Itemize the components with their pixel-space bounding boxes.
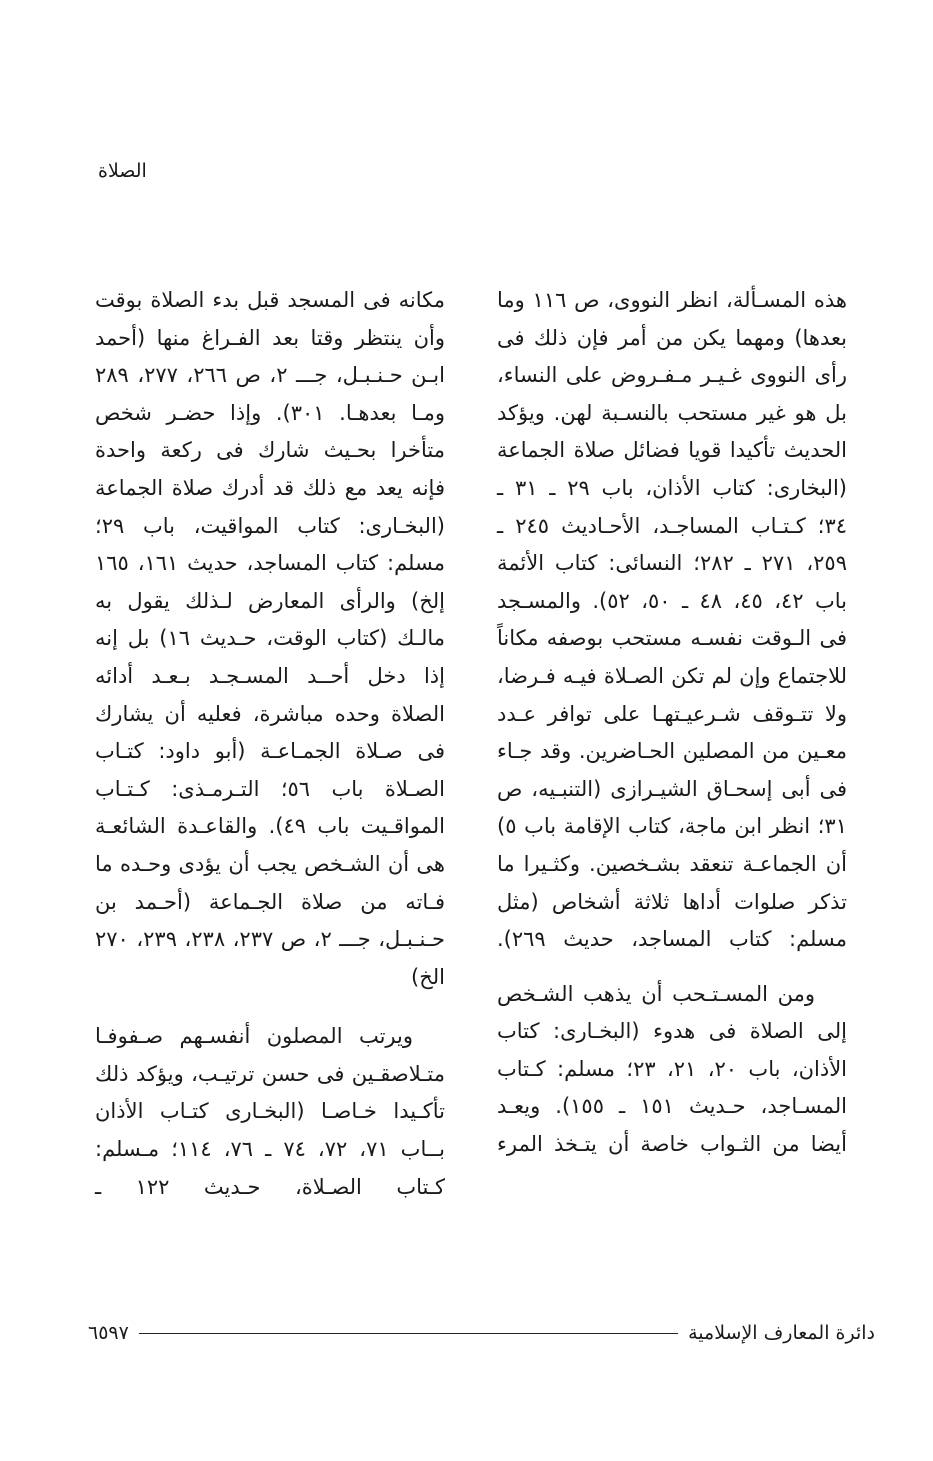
text-line: شـرعيـتهـا على توافر عـدد معـين من bbox=[497, 701, 848, 764]
text-line: وما بعدها) ومهما يكن من أمر فإن ذلك bbox=[497, 288, 847, 350]
text-line: واحدة فإنه يعد مع ذلك قد أدرك صلاة bbox=[95, 438, 445, 500]
text-line: المواقـيت باب ٤٩). والقاعـدة الشائعـة bbox=[95, 814, 445, 839]
text-line: ابـن حـنـبـل، جـــ ٢، ص ٢٦٦، ٢٧٧، bbox=[137, 363, 445, 388]
text-line: النسائى: كتاب الأئمة باب ٤٢، ٤٥، ٤٨ ـ bbox=[497, 551, 848, 613]
text-line: مـسلم: كـتاب الصـلاة، حـديث ١٢٢ ـ bbox=[95, 1137, 445, 1199]
text-line: الجماعـة تنعقد بشـخصين. وكثـيرا ما bbox=[497, 851, 817, 876]
page-number: ٦٥٩٧ bbox=[88, 1322, 129, 1344]
left-column-paragraph-1 bbox=[95, 282, 445, 996]
right-column bbox=[497, 282, 847, 1164]
text-line: مستحب بوصفه مكاناً للاجتماع وإن لم bbox=[497, 626, 847, 688]
page-header-title: الصلاة bbox=[98, 160, 147, 182]
text-line: ٢٨٩ ومـا بعدهـا. ٣٠١). وإذا حضـر bbox=[95, 363, 446, 425]
text-line: النساء، بل هو غير مستحب بالنسـبة bbox=[497, 363, 847, 425]
text-line: إسحـاق الشيـرازى (التنبـيه، ص ٣١؛ bbox=[497, 776, 847, 839]
text-line: حـنـبـل، جـــ ٢، ص ٢٣٧، ٢٣٨، ٢٣٩، bbox=[136, 927, 445, 952]
text-line: ذلك تأكـيدا خـاصـا (البخـارى كتـاب bbox=[95, 1061, 445, 1124]
text-line: متـلاصقـين فى حسن ترتيـب، ويؤكد bbox=[135, 1061, 445, 1086]
text-line: مسلم: كتاب المساجد، حديث ٢٦٩). bbox=[497, 927, 847, 952]
text-line: هى أن الشـخص يجب أن يؤدى وحـده bbox=[119, 851, 445, 876]
left-column bbox=[95, 282, 445, 1206]
text-line: الجماعة (البخـارى: كتاب المواقيت، باب bbox=[95, 475, 445, 538]
text-line: شخص متأخرا بحـيث شارك فى ركعة bbox=[95, 400, 445, 463]
text-line: صلاة الجماعة (البخارى: كتاب الأذان، bbox=[497, 438, 847, 500]
text-line: ٥٠، ٥٢). والمسـجد فى الـوقت نفسـه bbox=[497, 588, 847, 651]
text-line: الصلاة وحده مباشرة، فعليه أن يشارك bbox=[95, 701, 445, 726]
footer-rule bbox=[139, 1333, 678, 1334]
text-line: ويرتب المصلون أنفسـهم صـفوفـا bbox=[95, 1024, 413, 1049]
text-line: ١٦٥ إلخ) والرأى المعارض لـذلك يقول bbox=[95, 551, 445, 613]
right-column-paragraph-2 bbox=[497, 976, 847, 1164]
text-line: تذكر صلوات أداها ثلاثة أشخاص (مثل bbox=[497, 889, 847, 914]
text-line: فى رأى النووى غـيـر مـفـروض على bbox=[497, 325, 847, 388]
text-line: الأحـاديث ٢٤٥ ـ ٢٥٩، ٢٧١ ـ ٢٨٢؛ bbox=[497, 513, 847, 576]
text-line: ما فـاته من صلاة الجـماعة (أحـمد بن bbox=[95, 851, 445, 914]
text-line: الأذان، باب ٢٠، ٢١، ٢٣؛ مسلم: كـتاب bbox=[497, 1056, 848, 1081]
text-line: الصـلاة باب ٥٦؛ التـرمـذى: كـتـاب bbox=[95, 776, 445, 801]
text-line: انظر ابن ماجة، كتاب الإقامة باب ٥) أن bbox=[497, 814, 847, 876]
footer-journal-title: دائرة المعارف الإسلامية bbox=[688, 1322, 875, 1344]
text-line: المسـاجد، حـديث ١٥١ ـ ١٥٥). ويعـد bbox=[497, 1094, 847, 1119]
text-line: هذه المسـألة، انظر النووى، ص ١١٦ bbox=[532, 288, 847, 312]
text-line: به مالـك (كتاب الوقت، حـديث ١٦) بل bbox=[95, 588, 446, 651]
text-line: باب ٢٩ ـ ٣١ ـ ٣٤؛ كـتـاب المساجـد، bbox=[497, 475, 847, 538]
text-line: ٢٧٠ الخ) bbox=[95, 927, 445, 989]
text-line: ومن المسـتـحب أن يذهب الشـخص bbox=[497, 981, 815, 1006]
text-line: ٢٩؛ مسلم: كتاب المساجد، حديث ١٦١، bbox=[95, 513, 445, 576]
text-line: الأذان بــاب ٧١، ٧٢، ٧٤ ـ ٧٦، ١١٤؛ bbox=[95, 1099, 445, 1162]
text-line: فى صـلاة الجمـاعـة (أبو داود: كتـاب bbox=[95, 739, 445, 764]
text-line: لهن. ويؤكد الحديث تأكيدا قويا فضائل bbox=[497, 400, 848, 463]
text-line: إلى الصلاة فى هدوء (البخـارى: كتاب bbox=[497, 1019, 847, 1044]
page-footer bbox=[88, 1318, 875, 1348]
right-column-paragraph-1 bbox=[497, 282, 847, 959]
text-line: مكانه فى المسجد قبل بدء الصلاة بوقت bbox=[95, 288, 445, 312]
left-column-paragraph-2 bbox=[95, 1018, 445, 1206]
text-line: تكن الصـلاة فيـه فـرضا، ولا تتـوقف bbox=[497, 663, 847, 726]
text-line: المصلين الحـاضرين. وقد جـاء فى أبى bbox=[497, 739, 847, 801]
text-line: إنه إذا دخل أحــد المسـجـد بـعـد أدائه bbox=[95, 626, 445, 688]
text-line: أيضا من الثـواب خاصة أن يتـخذ المرء bbox=[497, 1132, 847, 1157]
text-line: وأن ينتظر وقتا بعد الفـراغ منها (أحمد bbox=[95, 325, 445, 350]
